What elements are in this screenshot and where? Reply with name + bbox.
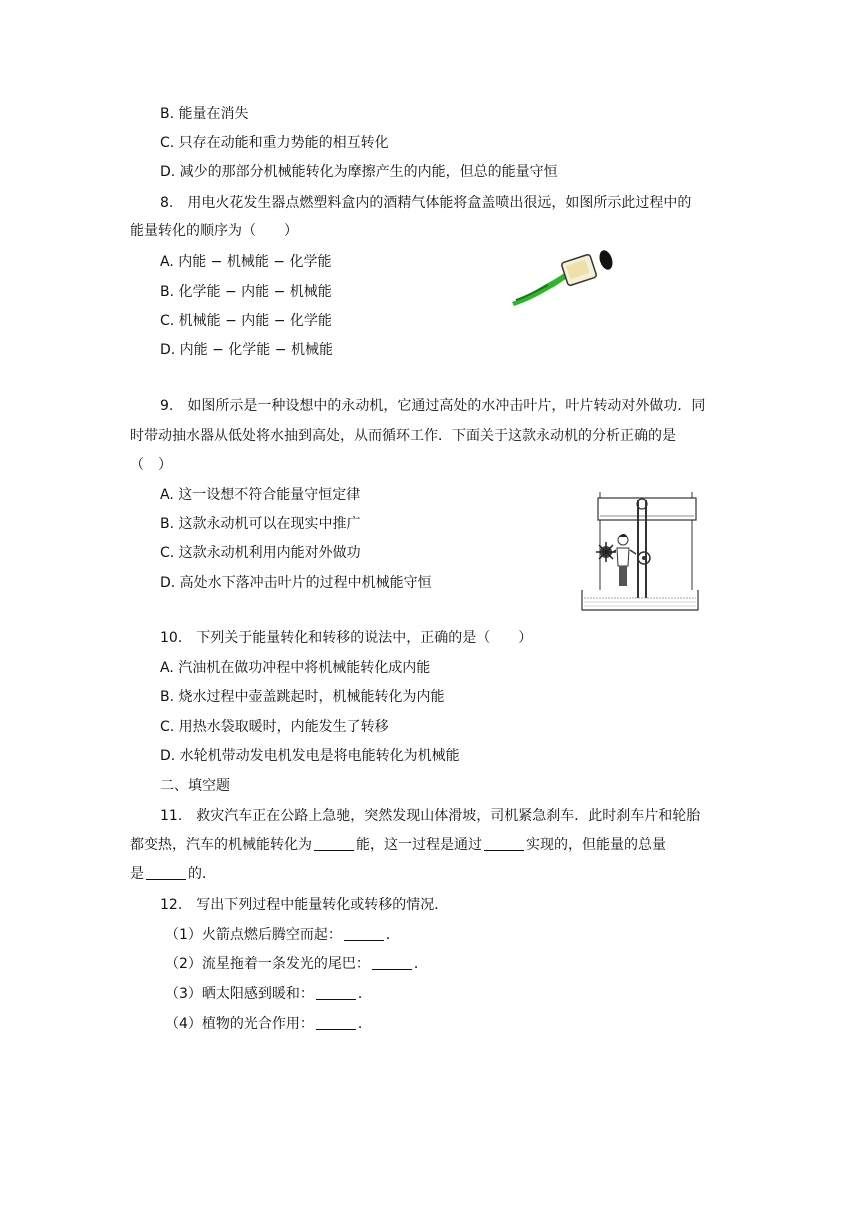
q8-option-a: A. 内能 − 机械能 − 化学能 bbox=[160, 254, 332, 270]
q7-option-b: B. 能量在消失 bbox=[160, 106, 249, 122]
q11-text-c: 实现的，但能量的总量 bbox=[526, 837, 666, 853]
q11-stem-line3 bbox=[130, 864, 216, 884]
q9-option-a: A. 这一设想不符合能量守恒定律 bbox=[160, 487, 361, 503]
q11-blank-1[interactable] bbox=[314, 836, 354, 851]
q12-part-1-label: （1）火箭点燃后腾空而起： bbox=[165, 927, 342, 943]
q12-part-3-label: （3）晒太阳感到暖和： bbox=[165, 986, 314, 1002]
q9-option-d: D. 高处水下落冲击叶片的过程中机械能守恒 bbox=[160, 575, 432, 591]
q12-part-4 bbox=[165, 1014, 372, 1034]
q12-blank-4[interactable] bbox=[316, 1015, 356, 1030]
q12-blank-1[interactable] bbox=[344, 926, 384, 941]
spark-box-figure bbox=[506, 246, 620, 308]
q12-part-4-end: ． bbox=[357, 1016, 372, 1032]
q12-part-4-label: （4）植物的光合作用： bbox=[165, 1016, 314, 1032]
q8-option-c: C. 机械能 − 内能 − 化学能 bbox=[160, 313, 332, 329]
q11-blank-3[interactable] bbox=[146, 865, 186, 880]
q12-blank-2[interactable] bbox=[372, 955, 412, 970]
q12-part-1 bbox=[165, 925, 400, 945]
q12-part-1-end: ． bbox=[385, 927, 400, 943]
q8-stem-line2: 能量转化的顺序为（ ） bbox=[130, 223, 298, 239]
q9-stem-line1: 9. 如图所示是一种设想中的永动机，它通过高处的水冲击叶片，叶片转动对外做功．同 bbox=[160, 398, 706, 414]
q11-text-e: 的． bbox=[188, 866, 216, 882]
q8-option-d: D. 内能 − 化学能 − 机械能 bbox=[160, 342, 333, 358]
q12-part-2 bbox=[165, 954, 428, 974]
q7-option-d: D. 减少的那部分机械能转化为摩擦产生的内能，但总的能量守恒 bbox=[160, 164, 558, 180]
q11-text-b: 能，这一过程是通过 bbox=[356, 837, 482, 853]
q10-option-b: B. 烧水过程中壶盖跳起时，机械能转化为内能 bbox=[160, 689, 445, 705]
q12-blank-3[interactable] bbox=[316, 985, 356, 1000]
q11-stem-line1: 11. 救灾汽车正在公路上急驰，突然发现山体滑坡，司机紧急刹车．此时刹车片和轮胎 bbox=[160, 808, 701, 824]
q10-option-d: D. 水轮机带动发电机发电是将电能转化为机械能 bbox=[160, 748, 460, 764]
q9-stem-line3: （ ） bbox=[130, 457, 172, 473]
q10-option-c: C. 用热水袋取暖时，内能发生了转移 bbox=[160, 719, 389, 735]
q12-part-2-end: ． bbox=[413, 956, 428, 972]
q10-option-a: A. 汽油机在做功冲程中将机械能转化成内能 bbox=[160, 660, 431, 676]
q12-part-3-end: ． bbox=[357, 986, 372, 1002]
q12-stem: 12. 写出下列过程中能量转化或转移的情况． bbox=[160, 897, 449, 913]
q7-option-c: C. 只存在动能和重力势能的相互转化 bbox=[160, 135, 389, 151]
perpetual-motion-figure bbox=[576, 490, 704, 614]
q12-part-2-label: （2）流星拖着一条发光的尾巴： bbox=[165, 956, 370, 972]
q9-stem-line2: 时带动抽水器从低处将水抽到高处，从而循环工作．下面关于这款永动机的分析正确的是 bbox=[130, 428, 676, 444]
q9-option-c: C. 这款永动机利用内能对外做功 bbox=[160, 545, 361, 561]
q9-option-b: B. 这款永动机可以在现实中推广 bbox=[160, 516, 361, 532]
q12-part-3 bbox=[165, 984, 372, 1004]
section-heading-fill-in: 二、填空题 bbox=[160, 778, 230, 794]
q11-blank-2[interactable] bbox=[484, 836, 524, 851]
q11-text-a: 都变热，汽车的机械能转化为 bbox=[130, 837, 312, 853]
q10-stem: 10. 下列关于能量转化和转移的说法中，正确的是（ ） bbox=[160, 630, 533, 646]
q8-stem-line1: 8. 用电火花发生器点燃塑料盒内的酒精气体能将盒盖喷出很远，如图所示此过程中的 bbox=[160, 195, 692, 211]
q8-option-b: B. 化学能 − 内能 − 机械能 bbox=[160, 284, 332, 300]
q11-stem-line2 bbox=[130, 835, 666, 855]
q11-text-d: 是 bbox=[130, 866, 144, 882]
